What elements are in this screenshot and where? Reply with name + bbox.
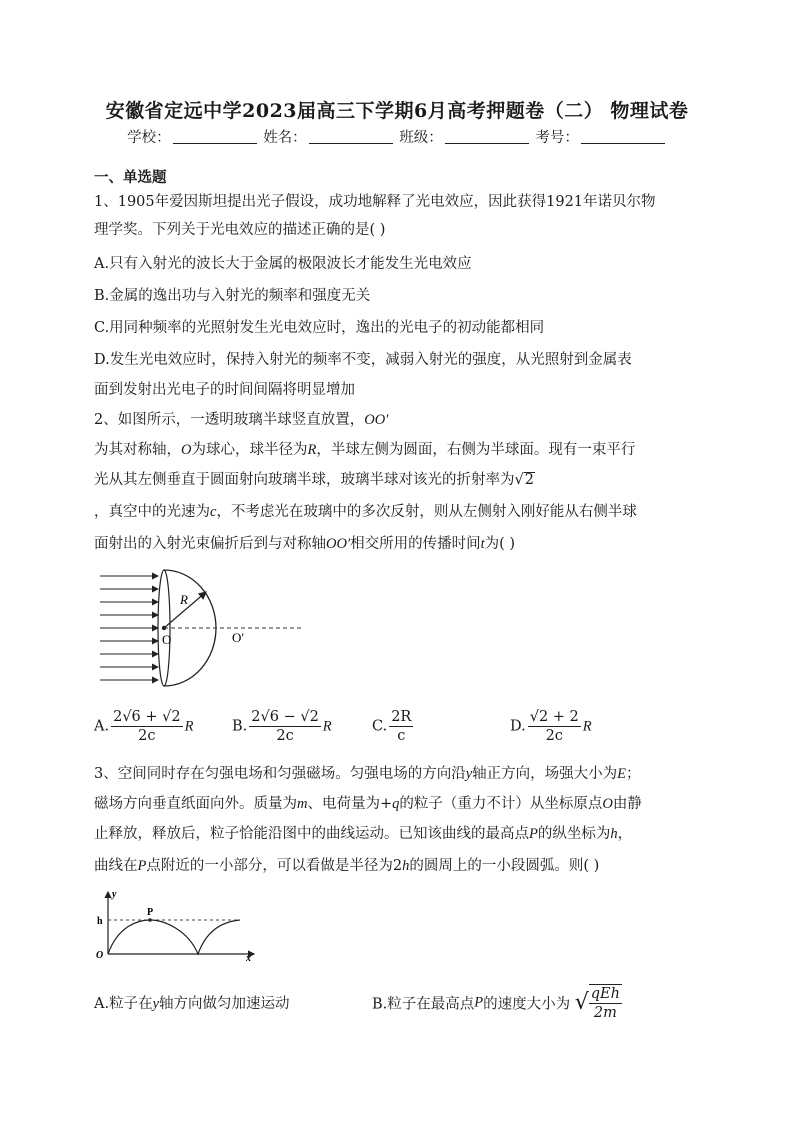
center-label: O (162, 632, 172, 647)
name-blank[interactable] (309, 131, 393, 144)
sqrt-sign: √ (574, 990, 589, 1015)
q2-stem-line1: 2、如图所示，一透明玻璃半球竖直放置，OO′ (94, 412, 389, 428)
q2-option-d: D. $\frac{√2 + 2}{2c}$ R (510, 709, 592, 744)
q2-stem-line4: ，真空中的光速为c，不考虑光在玻璃中的多次反射，则从左侧射入刚好能从右侧半球 (94, 504, 637, 520)
student-info-row (0, 126, 794, 147)
school-blank[interactable] (173, 131, 257, 144)
q1-stem-line2: 理学奖。下列关于光电效应的描述正确的是( ) (94, 222, 386, 238)
q3-stem-line4: 曲线在P点附近的一小部分，可以看做是半径为2h的圆周上的一小段圆弧。则( ) (94, 858, 600, 874)
q2-stem-line3: 光从其左侧垂直于圆面射向玻璃半球，玻璃半球对该光的折射率为√2 (94, 472, 534, 488)
q1-option-d-line1: D.发生光电效应时，保持入射光的频率不变，减弱入射光的强度，从光照射到金属表 (94, 352, 632, 368)
q2-option-a: A. $\frac{2√6 + √2}{2c}$ R (94, 709, 194, 744)
page-title: 安徽省定远中学2023届高三下学期6月高考押题卷（二） 物理试卷 (105, 100, 689, 122)
name-label: 姓名： (263, 130, 307, 146)
refractive-index: 2 (524, 472, 534, 488)
x-axis-label: x (246, 953, 251, 962)
q2-option-c: C. $\frac{2R}{c}$ (372, 709, 412, 744)
radius-label: R (180, 592, 188, 607)
q3-stem-line2: 磁场方向垂直纸面向外。质量为m、电荷量为+q的粒子（重力不计）从坐标原点O由静 (94, 796, 642, 812)
h-label: h (97, 916, 103, 927)
q3-stem-line1: 3、空间同时存在匀强电场和匀强磁场。匀强电场的方向沿y轴正方向，场强大小为E； (94, 766, 641, 782)
q3-option-a: A.粒子在y轴方向做匀加速运动 (94, 996, 290, 1012)
trajectory-curve (108, 920, 240, 954)
section-title: 一、单选题 (94, 169, 167, 186)
exam-no-blank[interactable] (581, 131, 665, 144)
q1-stem-line1: 1、1905年爱因斯坦提出光子假设，成功地解释了光电效应，因此获得1921年诺贝尔物 (94, 194, 656, 210)
hemisphere-figure (96, 566, 308, 692)
school-label: 学校： (127, 130, 171, 146)
q1-option-d-line2: 面到发射出光电子的时间间隔将明显增加 (94, 382, 355, 398)
y-axis-label: y (112, 889, 117, 900)
q2-option-b: B. $\frac{2√6 - √2}{2c}$ R (232, 709, 332, 744)
class-label: 班级： (399, 130, 443, 146)
q3-stem-line3: 止释放，释放后，粒子恰能沿图中的曲线运动。已知该曲线的最高点P的纵坐标为h， (94, 826, 633, 842)
center-point (162, 626, 166, 630)
q2-stem-line2: 为其对称轴，O为球心，球半径为R，半球左侧为圆面，右侧为半球面。现有一束平行 (94, 442, 636, 458)
origin-label: O (96, 950, 104, 961)
axis-end-label: O′ (232, 630, 245, 645)
point-p (148, 918, 152, 922)
class-blank[interactable] (445, 131, 529, 144)
trajectory-figure (94, 886, 264, 962)
q3-option-b: B.粒子在最高点P的速度大小为 √ $\frac{\text{qEh}}{2m}$ (372, 986, 620, 1021)
q1-option-c: C.用同种频率的光照射发生光电效应时，逸出的光电子的初动能都相同 (94, 320, 545, 336)
incident-rays (100, 576, 158, 680)
q2-stem-line5: 面射出的入射光束偏折后到与对称轴OO′相交所用的传播时间t为( ) (94, 536, 516, 552)
exam-no-label: 考号： (535, 130, 579, 146)
axis-label: OO′ (364, 412, 389, 428)
p-label: P (147, 907, 154, 918)
q1-option-a: A.只有入射光的波长大于金属的极限波长才能发生光电效应 (94, 256, 472, 272)
q1-option-b: B.金属的逸出功与入射光的频率和强度无关 (94, 288, 371, 304)
